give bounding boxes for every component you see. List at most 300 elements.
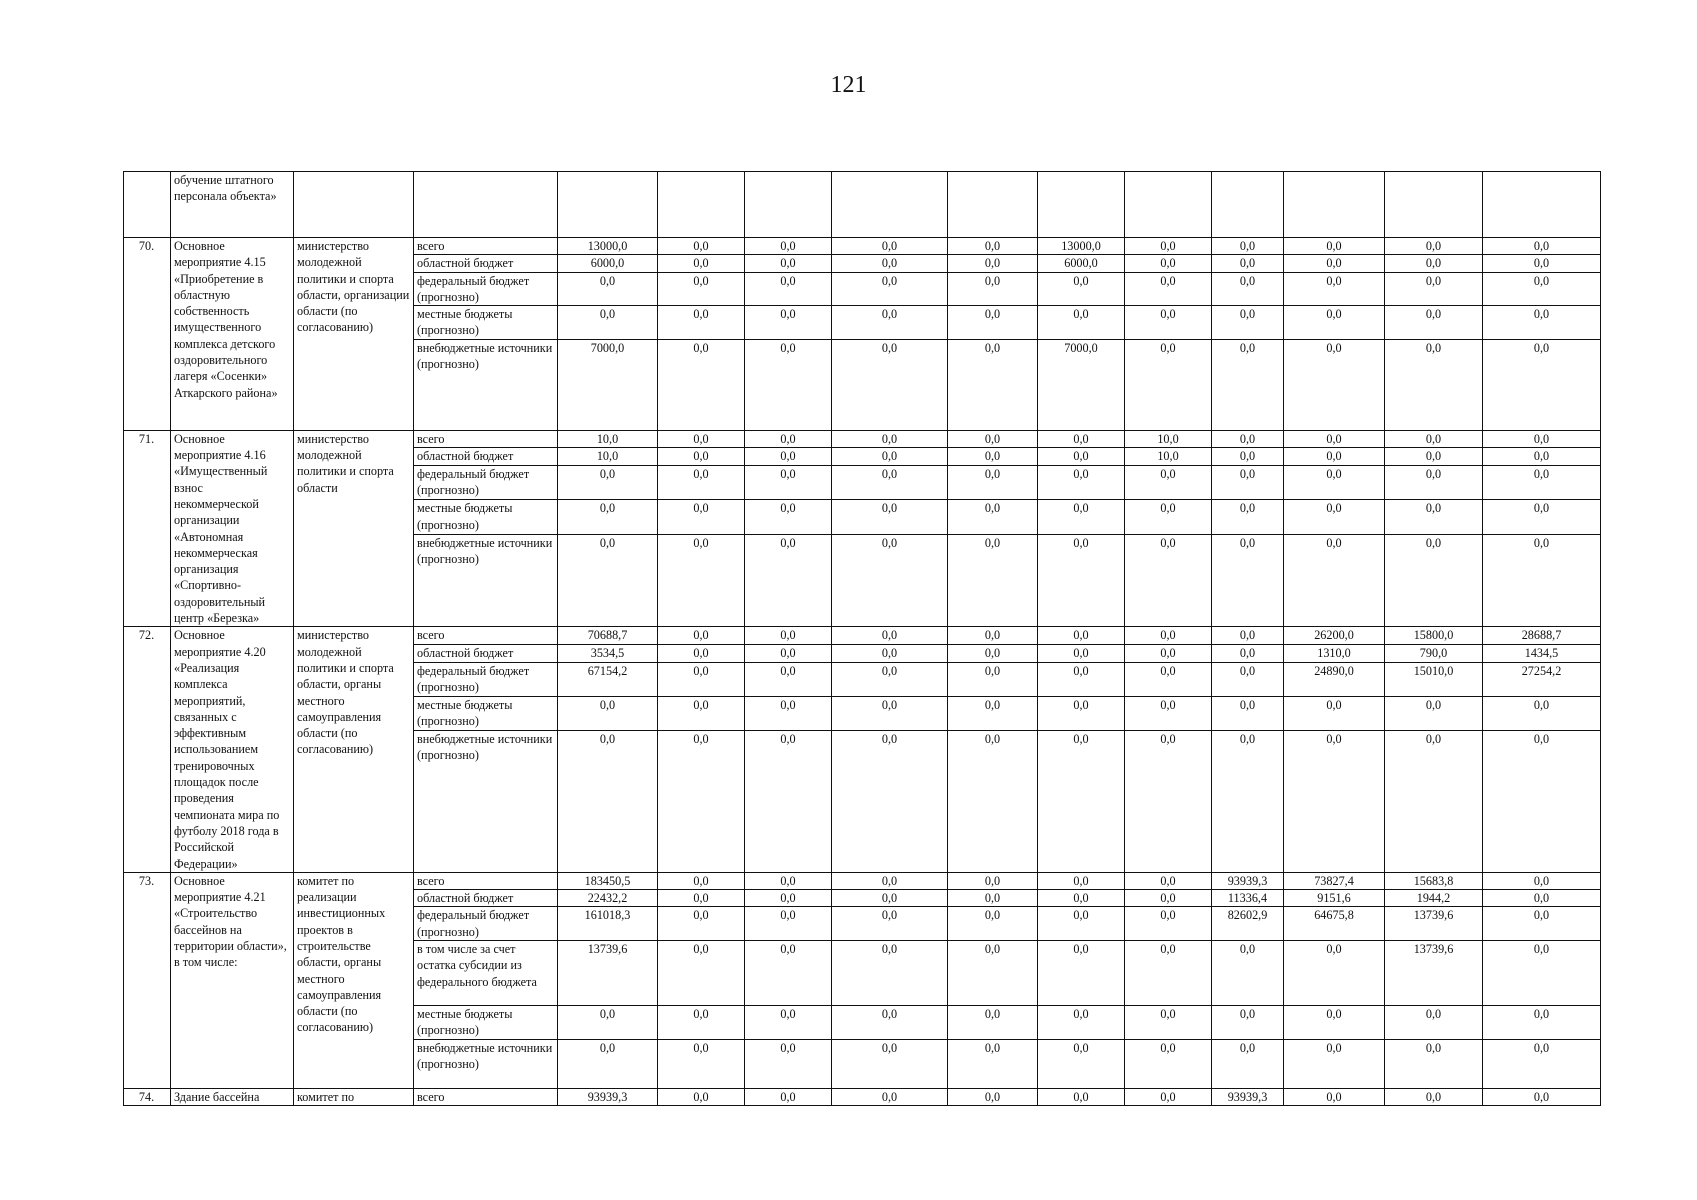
amount-cell: 0,0: [1284, 272, 1385, 306]
amount-cell: 0,0: [558, 500, 658, 534]
funding-source: федеральный бюджет (прогнозно): [414, 272, 558, 306]
amount-cell: 0,0: [832, 644, 948, 662]
amount-cell: 0,0: [1385, 731, 1483, 873]
amount-cell: 22432,2: [558, 890, 658, 907]
amount-cell: 1434,5: [1483, 644, 1601, 662]
amount-cell: 0,0: [745, 500, 832, 534]
amount-cell: 0,0: [745, 890, 832, 907]
amount-cell: 790,0: [1385, 644, 1483, 662]
amount-cell: 0,0: [1212, 940, 1284, 1005]
amount-cell: 0,0: [1284, 466, 1385, 500]
amount-cell: 0,0: [558, 731, 658, 873]
funding-source: областной бюджет: [414, 448, 558, 466]
amount-cell: 10,0: [1125, 430, 1212, 448]
amount-cell: 0,0: [745, 644, 832, 662]
amount-cell: 1310,0: [1284, 644, 1385, 662]
amount-cell: 0,0: [1212, 339, 1284, 430]
amount-cell: 0,0: [1125, 1039, 1212, 1088]
event-name: Основное мероприятие 4.15 «Приобретение в областную собственность имущественного комплекса детского оздоровительного лагеря «Сосенки» Аткарского района»: [171, 238, 294, 431]
amount-cell: 161018,3: [558, 907, 658, 941]
amount-cell: 0,0: [745, 534, 832, 627]
amount-cell: 0,0: [658, 430, 745, 448]
amount-cell: 0,0: [1483, 466, 1601, 500]
amount-cell: 0,0: [1038, 466, 1125, 500]
amount-cell: 0,0: [1038, 940, 1125, 1005]
amount-cell: 0,0: [1284, 448, 1385, 466]
amount-cell: 0,0: [1483, 696, 1601, 730]
amount-cell: 0,0: [658, 534, 745, 627]
amount-cell: 13000,0: [558, 238, 658, 255]
amount-cell: 0,0: [658, 448, 745, 466]
funding-source: внебюджетные источники (прогнозно): [414, 1039, 558, 1088]
amount-cell: 0,0: [1212, 448, 1284, 466]
event-name-cell: обучение штатного персонала объекта»: [171, 172, 294, 238]
index-cell: [124, 172, 171, 238]
amount-cell: 0,0: [1284, 1088, 1385, 1105]
amount-cell: 93939,3: [558, 1088, 658, 1105]
amount-cell: 0,0: [1385, 534, 1483, 627]
amount-cell: 0,0: [558, 272, 658, 306]
amount-cell: 0,0: [745, 238, 832, 255]
funding-source: всего: [414, 430, 558, 448]
funding-source: федеральный бюджет (прогнозно): [414, 466, 558, 500]
amount-cell: 0,0: [658, 1005, 745, 1039]
amount-cell: 0,0: [1125, 272, 1212, 306]
amount-cell: 0,0: [832, 662, 948, 696]
amount-cell: 0,0: [1385, 272, 1483, 306]
amount-cell: 0,0: [1385, 339, 1483, 430]
amount-cell: 0,0: [745, 1005, 832, 1039]
amount-cell: 0,0: [745, 940, 832, 1005]
amount-cell: 0,0: [745, 306, 832, 340]
executor: министерство молодежной политики и спорта области, организации области (по согласованию): [294, 238, 414, 431]
executor-cell: [294, 172, 414, 238]
amount-cell: 0,0: [832, 534, 948, 627]
table-row: [124, 872, 1601, 889]
amount-cell: 0,0: [1483, 940, 1601, 1005]
amount-cell: 0,0: [1125, 662, 1212, 696]
amount-cell: 0,0: [1125, 731, 1212, 873]
event-name: Здание бассейна: [171, 1088, 294, 1105]
amount-cell: 0,0: [1125, 940, 1212, 1005]
amount-cell: 0,0: [1038, 890, 1125, 907]
amount-cell: 0,0: [1284, 238, 1385, 255]
amount-cell: 0,0: [948, 872, 1038, 889]
amount-cell: 0,0: [832, 430, 948, 448]
amount-cell: 0,0: [1212, 500, 1284, 534]
amount-cell: 0,0: [1385, 430, 1483, 448]
executor: министерство молодежной политики и спорта области: [294, 430, 414, 627]
amount-cell: 0,0: [1483, 272, 1601, 306]
source-cell: [414, 172, 558, 238]
executor: комитет по реализации инвестиционных проектов в строительстве области, органы местного самоуправления области (по согласованию): [294, 872, 414, 1088]
funding-source: внебюджетные источники (прогнозно): [414, 339, 558, 430]
amount-cell: 6000,0: [558, 255, 658, 272]
amount-cell: 0,0: [948, 731, 1038, 873]
amount-cell: 0,0: [1284, 500, 1385, 534]
amount-cell: 10,0: [1125, 448, 1212, 466]
amount-cell: 93939,3: [1212, 1088, 1284, 1105]
amount-cell: 0,0: [1212, 272, 1284, 306]
funding-source: федеральный бюджет (прогнозно): [414, 662, 558, 696]
amount-cell: 183450,5: [558, 872, 658, 889]
amount-cell: 0,0: [658, 662, 745, 696]
value-cell: [658, 172, 745, 238]
amount-cell: 0,0: [658, 500, 745, 534]
amount-cell: 0,0: [832, 255, 948, 272]
amount-cell: 0,0: [1483, 448, 1601, 466]
amount-cell: 0,0: [948, 696, 1038, 730]
value-cell: [1212, 172, 1284, 238]
funding-source: областной бюджет: [414, 644, 558, 662]
executor: комитет по: [294, 1088, 414, 1105]
amount-cell: 15683,8: [1385, 872, 1483, 889]
amount-cell: 0,0: [1125, 466, 1212, 500]
amount-cell: 0,0: [1483, 872, 1601, 889]
amount-cell: 70688,7: [558, 627, 658, 645]
amount-cell: 0,0: [1125, 907, 1212, 941]
event-name: Основное мероприятие 4.21 «Строительство бассейнов на территории области», в том числе:: [171, 872, 294, 1088]
amount-cell: 0,0: [658, 731, 745, 873]
table-row: [124, 238, 1601, 255]
amount-cell: 0,0: [948, 255, 1038, 272]
amount-cell: 0,0: [1284, 534, 1385, 627]
funding-source: в том числе за счет остатка субсидии из федерального бюджета: [414, 940, 558, 1005]
amount-cell: 3534,5: [558, 644, 658, 662]
funding-source: внебюджетные источники (прогнозно): [414, 731, 558, 873]
table-row: [124, 1088, 1601, 1105]
amount-cell: 0,0: [745, 255, 832, 272]
event-name: Основное мероприятие 4.20 «Реализация комплекса мероприятий, связанных с эффективным использованием тренировочных площадок после проведения чемпионата мира по футболу 2018 года в Российской Федерации»: [171, 627, 294, 872]
amount-cell: 0,0: [1212, 306, 1284, 340]
amount-cell: 0,0: [1038, 731, 1125, 873]
amount-cell: 13739,6: [558, 940, 658, 1005]
value-cell: [1038, 172, 1125, 238]
amount-cell: 13000,0: [1038, 238, 1125, 255]
amount-cell: 0,0: [1038, 662, 1125, 696]
amount-cell: 0,0: [1125, 890, 1212, 907]
amount-cell: 0,0: [658, 627, 745, 645]
amount-cell: 0,0: [1284, 306, 1385, 340]
amount-cell: 0,0: [832, 1039, 948, 1088]
amount-cell: 0,0: [745, 907, 832, 941]
amount-cell: 0,0: [1038, 1088, 1125, 1105]
amount-cell: 0,0: [1385, 306, 1483, 340]
amount-cell: 0,0: [1125, 872, 1212, 889]
funding-source: федеральный бюджет (прогнозно): [414, 907, 558, 941]
value-cell: [745, 172, 832, 238]
amount-cell: 0,0: [832, 940, 948, 1005]
amount-cell: 0,0: [948, 890, 1038, 907]
amount-cell: 0,0: [1125, 1005, 1212, 1039]
amount-cell: 0,0: [1038, 1005, 1125, 1039]
amount-cell: 0,0: [558, 534, 658, 627]
amount-cell: 0,0: [1212, 731, 1284, 873]
amount-cell: 0,0: [658, 872, 745, 889]
amount-cell: 0,0: [558, 1039, 658, 1088]
amount-cell: 0,0: [558, 696, 658, 730]
amount-cell: 0,0: [832, 696, 948, 730]
amount-cell: 0,0: [948, 448, 1038, 466]
funding-source: всего: [414, 1088, 558, 1105]
amount-cell: 0,0: [1038, 272, 1125, 306]
amount-cell: 0,0: [948, 306, 1038, 340]
table-row: [124, 627, 1601, 645]
amount-cell: 15800,0: [1385, 627, 1483, 645]
amount-cell: 0,0: [1125, 238, 1212, 255]
amount-cell: 0,0: [1483, 534, 1601, 627]
amount-cell: 0,0: [948, 430, 1038, 448]
value-cell: [1284, 172, 1385, 238]
amount-cell: 1944,2: [1385, 890, 1483, 907]
amount-cell: 0,0: [1125, 627, 1212, 645]
amount-cell: 0,0: [1038, 448, 1125, 466]
amount-cell: 0,0: [1284, 1039, 1385, 1088]
amount-cell: 0,0: [658, 1039, 745, 1088]
amount-cell: 0,0: [1483, 306, 1601, 340]
amount-cell: 0,0: [1483, 907, 1601, 941]
amount-cell: 0,0: [1125, 696, 1212, 730]
event-name: Основное мероприятие 4.16 «Имущественный взнос некоммерческой организации «Автономная некоммерческая организация «Спортивно-оздоровительный центр «Березка»: [171, 430, 294, 627]
amount-cell: 0,0: [1125, 644, 1212, 662]
funding-source: местные бюджеты (прогнозно): [414, 500, 558, 534]
amount-cell: 0,0: [658, 907, 745, 941]
amount-cell: 0,0: [1038, 306, 1125, 340]
amount-cell: 0,0: [1212, 696, 1284, 730]
amount-cell: 0,0: [745, 1039, 832, 1088]
amount-cell: 0,0: [658, 1088, 745, 1105]
funding-source: местные бюджеты (прогнозно): [414, 696, 558, 730]
amount-cell: 0,0: [658, 644, 745, 662]
amount-cell: 0,0: [1284, 255, 1385, 272]
amount-cell: 0,0: [948, 500, 1038, 534]
amount-cell: 0,0: [948, 1039, 1038, 1088]
amount-cell: 27254,2: [1483, 662, 1601, 696]
amount-cell: 0,0: [1483, 1039, 1601, 1088]
amount-cell: 28688,7: [1483, 627, 1601, 645]
amount-cell: 0,0: [1212, 430, 1284, 448]
amount-cell: 9151,6: [1284, 890, 1385, 907]
amount-cell: 0,0: [948, 238, 1038, 255]
amount-cell: 0,0: [658, 272, 745, 306]
amount-cell: 0,0: [832, 872, 948, 889]
amount-cell: 0,0: [1483, 255, 1601, 272]
amount-cell: 0,0: [1212, 255, 1284, 272]
amount-cell: 0,0: [1212, 627, 1284, 645]
amount-cell: 0,0: [948, 1005, 1038, 1039]
amount-cell: 0,0: [832, 1088, 948, 1105]
amount-cell: 64675,8: [1284, 907, 1385, 941]
amount-cell: 0,0: [745, 430, 832, 448]
amount-cell: 73827,4: [1284, 872, 1385, 889]
executor: министерство молодежной политики и спорта области, органы местного самоуправления области (по согласованию): [294, 627, 414, 872]
amount-cell: 82602,9: [1212, 907, 1284, 941]
amount-cell: 0,0: [1483, 731, 1601, 873]
amount-cell: 0,0: [1284, 339, 1385, 430]
funding-source: внебюджетные источники (прогнозно): [414, 534, 558, 627]
amount-cell: 0,0: [948, 907, 1038, 941]
amount-cell: 0,0: [1038, 500, 1125, 534]
amount-cell: 0,0: [832, 272, 948, 306]
amount-cell: 0,0: [948, 534, 1038, 627]
amount-cell: 0,0: [1385, 448, 1483, 466]
row-index: 74.: [124, 1088, 171, 1105]
amount-cell: 0,0: [948, 466, 1038, 500]
amount-cell: 0,0: [948, 662, 1038, 696]
amount-cell: 7000,0: [558, 339, 658, 430]
amount-cell: 0,0: [948, 644, 1038, 662]
funding-source: областной бюджет: [414, 890, 558, 907]
amount-cell: 0,0: [948, 1088, 1038, 1105]
value-cell: [832, 172, 948, 238]
amount-cell: 0,0: [1483, 1005, 1601, 1039]
row-index: 70.: [124, 238, 171, 431]
amount-cell: 0,0: [1125, 500, 1212, 534]
amount-cell: 0,0: [745, 272, 832, 306]
amount-cell: 0,0: [1385, 500, 1483, 534]
amount-cell: 15010,0: [1385, 662, 1483, 696]
amount-cell: 67154,2: [558, 662, 658, 696]
amount-cell: 0,0: [832, 890, 948, 907]
amount-cell: 0,0: [745, 627, 832, 645]
amount-cell: 0,0: [1125, 534, 1212, 627]
amount-cell: 0,0: [1385, 1005, 1483, 1039]
amount-cell: 0,0: [1038, 627, 1125, 645]
funding-source: местные бюджеты (прогнозно): [414, 1005, 558, 1039]
amount-cell: 0,0: [1483, 238, 1601, 255]
amount-cell: 11336,4: [1212, 890, 1284, 907]
amount-cell: 0,0: [1125, 255, 1212, 272]
amount-cell: 0,0: [658, 890, 745, 907]
amount-cell: 0,0: [1212, 644, 1284, 662]
amount-cell: 0,0: [1385, 255, 1483, 272]
amount-cell: 0,0: [1385, 466, 1483, 500]
amount-cell: 0,0: [1483, 500, 1601, 534]
amount-cell: 0,0: [745, 448, 832, 466]
amount-cell: 0,0: [1284, 731, 1385, 873]
funding-source: всего: [414, 872, 558, 889]
funding-source: всего: [414, 238, 558, 255]
amount-cell: 0,0: [832, 627, 948, 645]
amount-cell: 0,0: [1212, 466, 1284, 500]
row-index: 73.: [124, 872, 171, 1088]
amount-cell: 0,0: [1483, 1088, 1601, 1105]
amount-cell: 0,0: [948, 627, 1038, 645]
amount-cell: 0,0: [1212, 534, 1284, 627]
amount-cell: 0,0: [1038, 907, 1125, 941]
amount-cell: 0,0: [745, 731, 832, 873]
amount-cell: 0,0: [658, 466, 745, 500]
amount-cell: 0,0: [658, 696, 745, 730]
amount-cell: 0,0: [658, 238, 745, 255]
amount-cell: 10,0: [558, 448, 658, 466]
amount-cell: 0,0: [832, 339, 948, 430]
amount-cell: 0,0: [1038, 534, 1125, 627]
amount-cell: 0,0: [948, 272, 1038, 306]
amount-cell: 0,0: [1038, 430, 1125, 448]
amount-cell: 0,0: [832, 238, 948, 255]
amount-cell: 0,0: [1284, 1005, 1385, 1039]
amount-cell: 0,0: [1125, 306, 1212, 340]
amount-cell: 0,0: [832, 907, 948, 941]
amount-cell: 0,0: [745, 662, 832, 696]
amount-cell: 0,0: [1284, 696, 1385, 730]
amount-cell: 0,0: [1212, 238, 1284, 255]
continuation-row: [124, 172, 1601, 238]
amount-cell: 0,0: [1212, 1039, 1284, 1088]
amount-cell: 0,0: [1284, 430, 1385, 448]
amount-cell: 13739,6: [1385, 940, 1483, 1005]
amount-cell: 0,0: [1385, 1088, 1483, 1105]
amount-cell: 0,0: [1385, 696, 1483, 730]
amount-cell: 0,0: [832, 1005, 948, 1039]
amount-cell: 7000,0: [1038, 339, 1125, 430]
amount-cell: 0,0: [658, 306, 745, 340]
amount-cell: 0,0: [1038, 644, 1125, 662]
amount-cell: 93939,3: [1212, 872, 1284, 889]
amount-cell: 0,0: [1038, 1039, 1125, 1088]
amount-cell: 0,0: [1125, 1088, 1212, 1105]
amount-cell: 0,0: [1284, 940, 1385, 1005]
amount-cell: 0,0: [1212, 1005, 1284, 1039]
row-index: 71.: [124, 430, 171, 627]
value-cell: [1385, 172, 1483, 238]
amount-cell: 0,0: [832, 466, 948, 500]
amount-cell: 0,0: [558, 1005, 658, 1039]
amount-cell: 0,0: [1385, 238, 1483, 255]
amount-cell: 13739,6: [1385, 907, 1483, 941]
value-cell: [1483, 172, 1601, 238]
amount-cell: 0,0: [832, 731, 948, 873]
value-cell: [948, 172, 1038, 238]
value-cell: [558, 172, 658, 238]
amount-cell: 0,0: [745, 339, 832, 430]
amount-cell: 0,0: [745, 466, 832, 500]
value-cell: [1125, 172, 1212, 238]
amount-cell: 0,0: [745, 872, 832, 889]
amount-cell: 0,0: [745, 1088, 832, 1105]
page-number: 121: [830, 72, 867, 98]
amount-cell: 0,0: [1483, 890, 1601, 907]
amount-cell: 0,0: [1385, 1039, 1483, 1088]
amount-cell: 0,0: [948, 339, 1038, 430]
amount-cell: 0,0: [832, 306, 948, 340]
amount-cell: 26200,0: [1284, 627, 1385, 645]
amount-cell: 24890,0: [1284, 662, 1385, 696]
amount-cell: 0,0: [658, 255, 745, 272]
funding-source: местные бюджеты (прогнозно): [414, 306, 558, 340]
funding-source: областной бюджет: [414, 255, 558, 272]
amount-cell: 0,0: [1038, 696, 1125, 730]
amount-cell: 0,0: [832, 448, 948, 466]
amount-cell: 0,0: [558, 466, 658, 500]
amount-cell: 0,0: [1125, 339, 1212, 430]
amount-cell: 0,0: [1038, 872, 1125, 889]
amount-cell: 0,0: [832, 500, 948, 534]
amount-cell: 0,0: [1212, 662, 1284, 696]
funding-source: всего: [414, 627, 558, 645]
amount-cell: 0,0: [1483, 339, 1601, 430]
amount-cell: 0,0: [658, 940, 745, 1005]
row-index: 72.: [124, 627, 171, 872]
amount-cell: 0,0: [558, 306, 658, 340]
amount-cell: 0,0: [658, 339, 745, 430]
amount-cell: 6000,0: [1038, 255, 1125, 272]
amount-cell: 10,0: [558, 430, 658, 448]
table-row: [124, 430, 1601, 448]
amount-cell: 0,0: [1483, 430, 1601, 448]
budget-table: [123, 171, 1601, 1106]
